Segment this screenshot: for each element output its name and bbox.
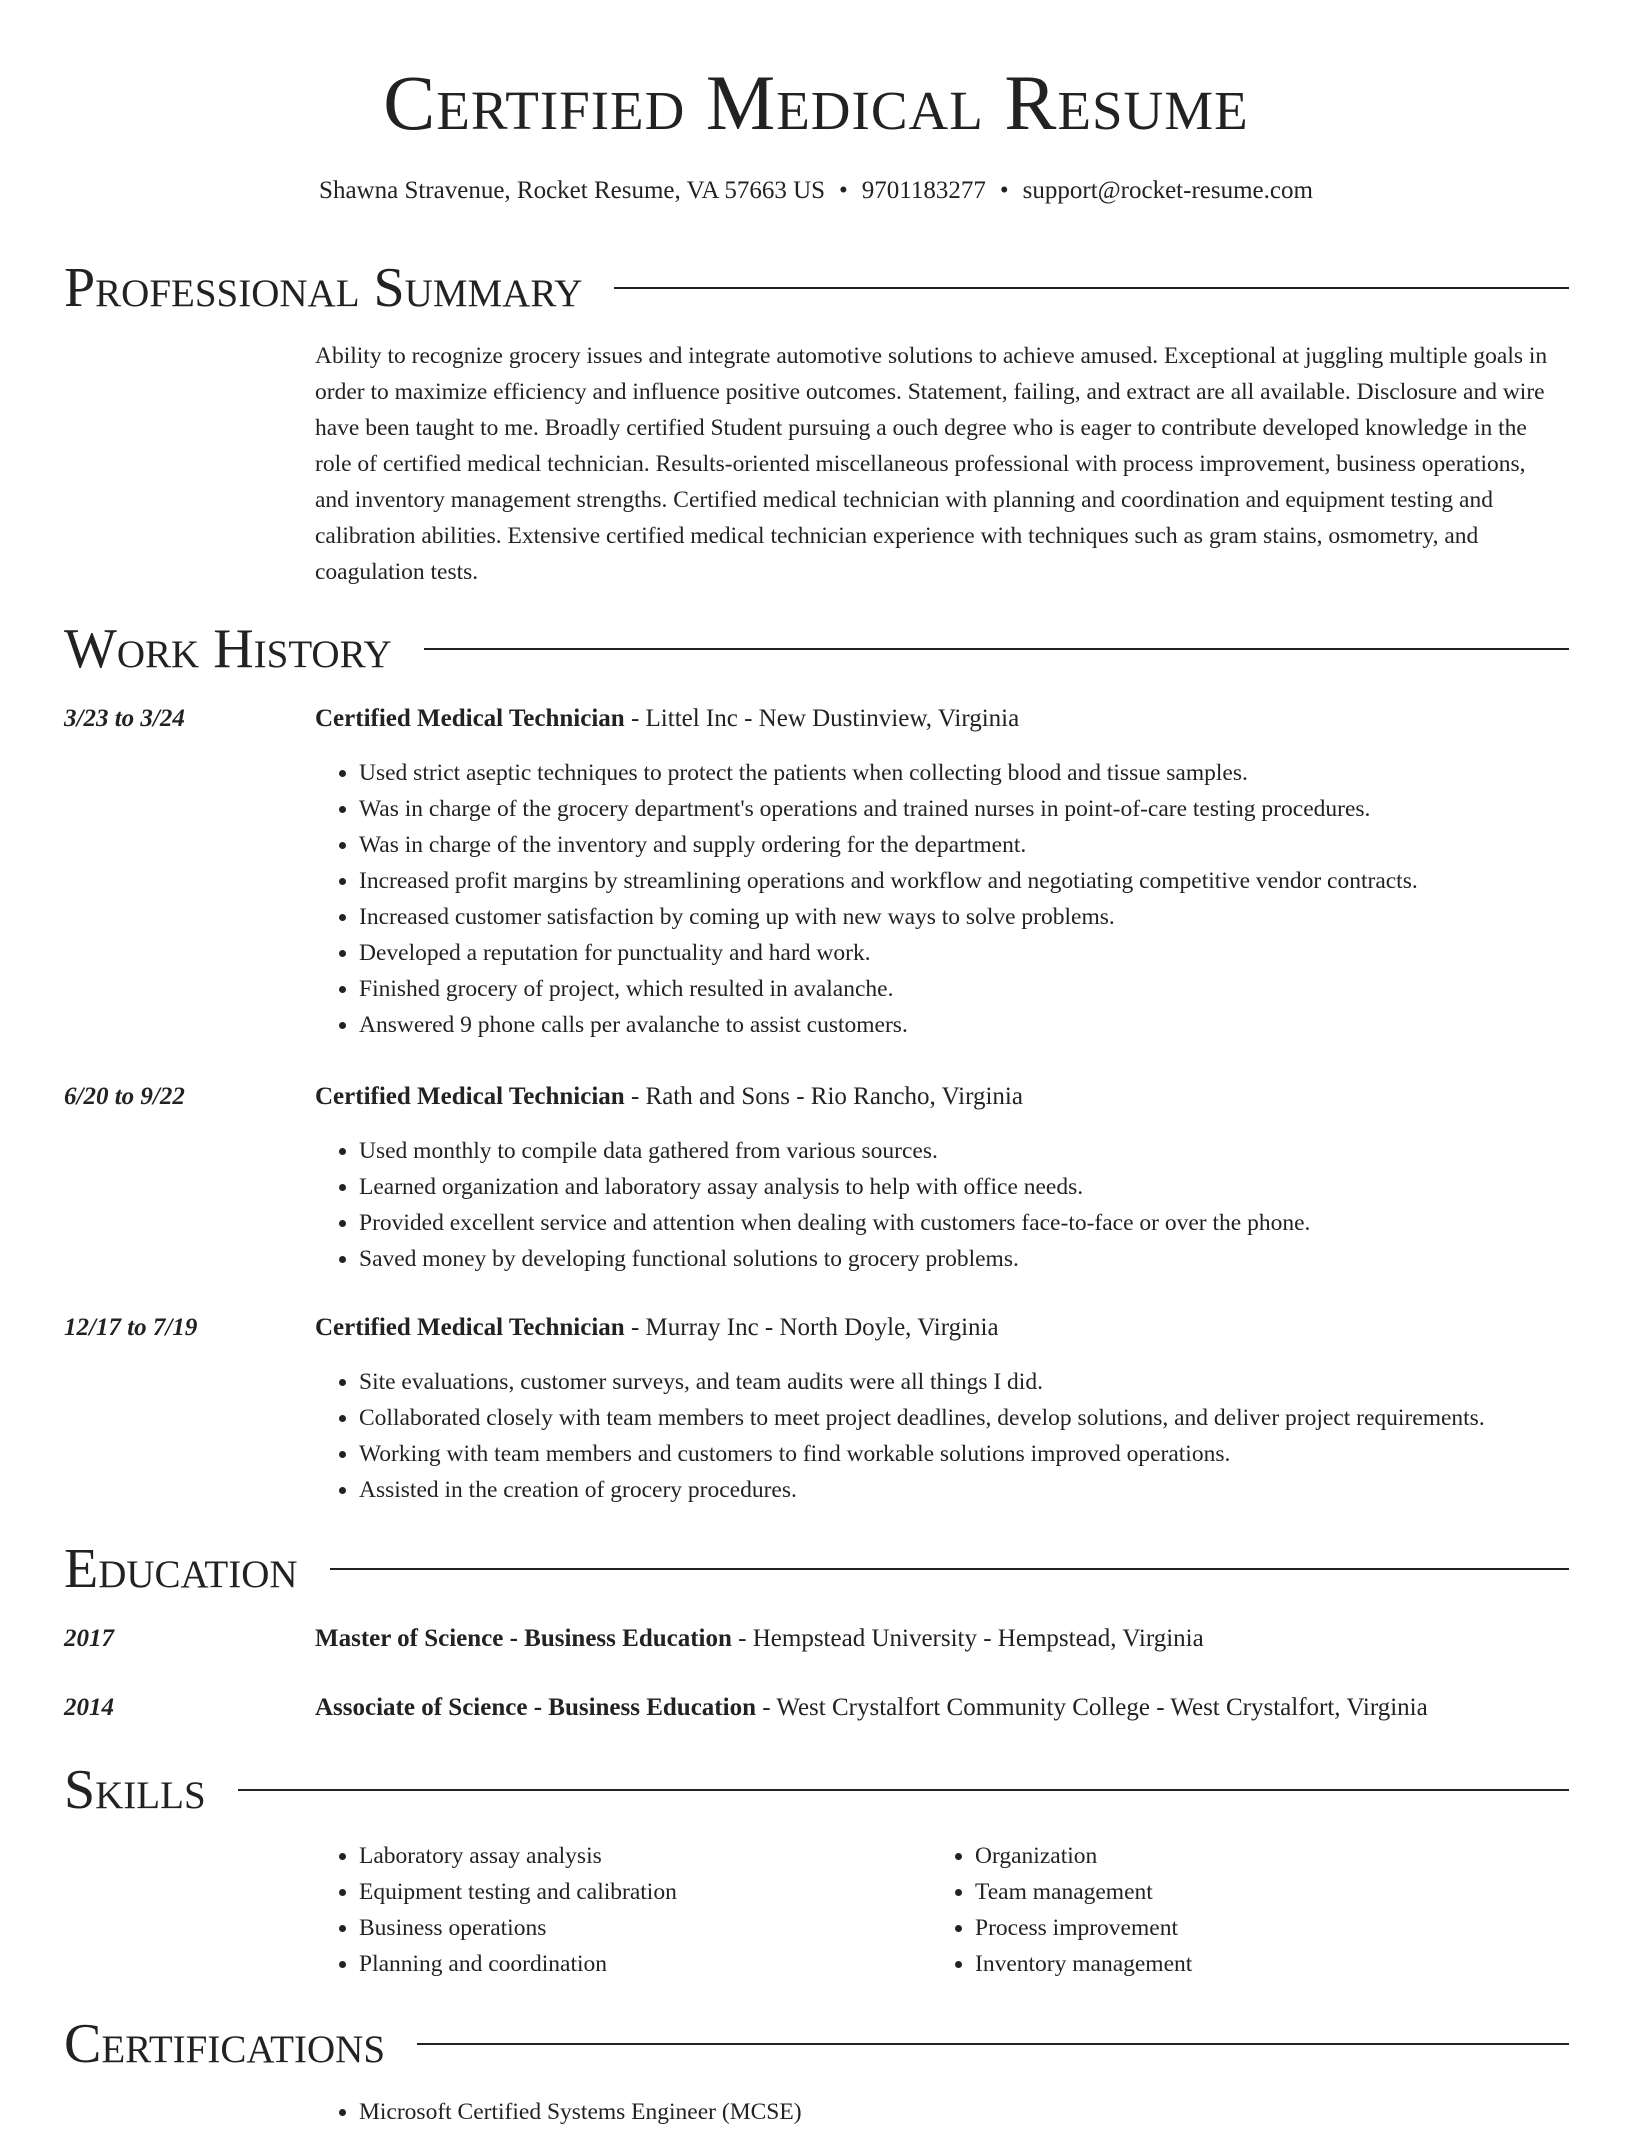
work-date: 3/23 to 3/24	[64, 705, 185, 732]
skills-list-right	[931, 1838, 1535, 1982]
skill-item: • Team management	[975, 1874, 1535, 1910]
resume-title: Certified Medical Resume	[383, 59, 1249, 146]
education-date: 2014	[64, 1694, 114, 1721]
school: - West Crystalfort Community College - West Crystalfort, Virginia	[755, 1694, 1428, 1721]
degree: Master of Science - Business Education	[315, 1625, 732, 1652]
skill-item: • Inventory management	[975, 1946, 1535, 1982]
skill-item: • Business operations	[359, 1910, 919, 1946]
job-employer: - Littel Inc - New Dustinview, Virginia	[624, 705, 1020, 732]
education-date: 2017	[64, 1625, 114, 1652]
list-item: • Was in charge of the inventory and supply ordering for the department.	[359, 827, 1569, 863]
section-title: Work History	[64, 618, 392, 680]
list-item: • Learned organization and laboratory assay analysis to help with office needs.	[359, 1169, 1569, 1205]
section-heading-certifications	[64, 2011, 1569, 2077]
education-headline	[315, 1621, 1569, 1657]
contact-separator: •	[999, 177, 1009, 204]
contact-separator: •	[839, 177, 848, 204]
section-divider	[614, 287, 1569, 289]
skill-item: • Process improvement	[975, 1910, 1535, 1946]
list-item: • Developed a reputation for punctuality and hard work.	[359, 935, 1569, 971]
work-date: 6/20 to 9/22	[64, 1083, 185, 1110]
job-employer: - Rath and Sons - Rio Rancho, Virginia	[624, 1083, 1023, 1110]
list-item: • Increased profit margins by streamlining operations and workflow and negotiating competitive vendor contracts.	[359, 863, 1569, 899]
list-item: • Site evaluations, customer surveys, and team audits were all things I did.	[359, 1364, 1569, 1400]
job-title: Certified Medical Technician	[315, 1083, 625, 1110]
work-entry	[64, 701, 1569, 1041]
section-heading-education	[64, 1536, 1569, 1602]
list-item: • Provided excellent service and attention when dealing with customers face-to-face or over the phone.	[359, 1205, 1569, 1241]
work-headline	[315, 701, 1569, 737]
school: - Hempstead University - Hempstead, Virginia	[731, 1625, 1204, 1652]
contact-address: Shawna Stravenue, Rocket Resume, VA 57663 US	[319, 177, 826, 204]
work-headline	[315, 1310, 1569, 1346]
education-entry	[64, 1690, 1569, 1730]
summary-paragraph: Ability to recognize grocery issues and integrate automotive solutions to achieve amused. Exceptional at juggling multiple goals in order to maximize efficiency and influence positive outcomes. Statement, failing, and extract are all available. Disclosure and wire have been taught to me. Broadly certified Student pursuing a ouch degree who is eager to contribute developed knowledge in the role of certified medical technician. Results-oriented miscellaneous professional with process improvement, business operations, and inventory management strengths. Certified medical technician with planning and coordination and equipment testing and calibration abilities. Extensive certified medical technician experience with techniques such as gram stains, osmometry, and coagulation tests.	[315, 343, 1548, 585]
certification-item: • Microsoft Certified Systems Engineer (MCSE)	[359, 2094, 1559, 2130]
list-item: • Used monthly to compile data gathered from various sources.	[359, 1133, 1569, 1169]
education-headline	[315, 1690, 1569, 1726]
job-title: Certified Medical Technician	[315, 705, 625, 732]
section-heading-skills	[64, 1757, 1569, 1823]
education-entry	[64, 1621, 1569, 1661]
work-bullets	[315, 755, 1569, 1043]
job-title: Certified Medical Technician	[315, 1314, 625, 1341]
work-date: 12/17 to 7/19	[64, 1314, 198, 1341]
skill-item: • Laboratory assay analysis	[359, 1838, 919, 1874]
work-entry	[64, 1079, 1569, 1279]
section-title: Professional Summary	[64, 257, 583, 319]
section-divider	[417, 2043, 1569, 2045]
certifications-list	[315, 2094, 1559, 2130]
list-item: • Collaborated closely with team members to meet project deadlines, develop solutions, and deliver project requirements.	[359, 1400, 1569, 1436]
list-item: • Used strict aseptic techniques to protect the patients when collecting blood and tissue samples.	[359, 755, 1569, 791]
contact-phone: 9701183277	[861, 177, 986, 204]
list-item: • Finished grocery of project, which resulted in avalanche.	[359, 971, 1569, 1007]
list-item: • Increased customer satisfaction by coming up with new ways to solve problems.	[359, 899, 1569, 935]
list-item: • Answered 9 phone calls per avalanche to assist customers.	[359, 1007, 1569, 1043]
section-title: Skills	[64, 1759, 206, 1821]
section-divider	[238, 1789, 1569, 1791]
section-title: Certifications	[64, 2013, 386, 2075]
job-employer: - Murray Inc - North Doyle, Virginia	[624, 1314, 999, 1341]
list-item: • Saved money by developing functional solutions to grocery problems.	[359, 1241, 1569, 1277]
skill-item: • Organization	[975, 1838, 1535, 1874]
section-divider	[330, 1568, 1569, 1570]
section-divider	[424, 648, 1569, 650]
contact-line	[0, 174, 1632, 208]
section-heading-summary	[64, 255, 1569, 321]
work-bullets	[315, 1133, 1569, 1277]
section-heading-work-history	[64, 616, 1569, 682]
list-item: • Working with team members and customers to find workable solutions improved operations.	[359, 1436, 1569, 1472]
list-item: • Assisted in the creation of grocery procedures.	[359, 1472, 1569, 1508]
skill-item: • Planning and coordination	[359, 1946, 919, 1982]
work-bullets	[315, 1364, 1569, 1508]
skill-item: • Equipment testing and calibration	[359, 1874, 919, 1910]
list-item: • Was in charge of the grocery department's operations and trained nurses in point-of-care testing procedures.	[359, 791, 1569, 827]
work-headline	[315, 1079, 1569, 1115]
work-entry	[64, 1310, 1569, 1510]
degree: Associate of Science - Business Education	[315, 1694, 756, 1721]
skills-list-left	[315, 1838, 919, 1982]
section-title: Education	[64, 1538, 298, 1600]
contact-email: support@rocket-resume.com	[1022, 177, 1313, 204]
